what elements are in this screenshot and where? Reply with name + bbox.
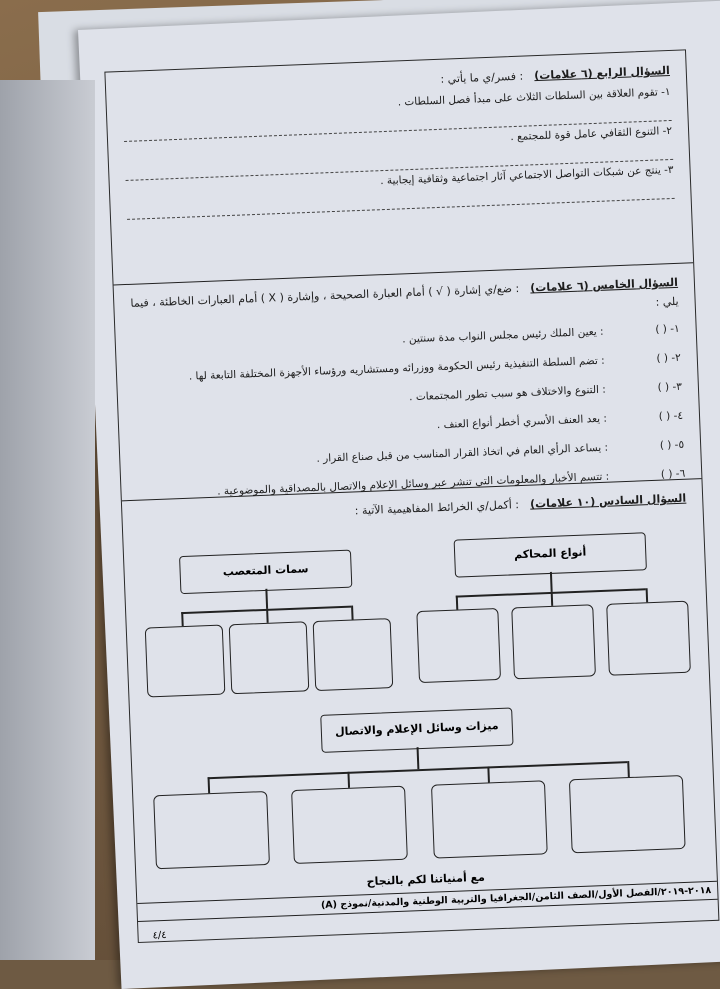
q5-instruction: : ضع/ي إشارة ( √ ) أمام العبارة الصحيحة ، وإشارة ( X ) أمام العبارات الخاطئة ، فيما يلي : bbox=[130, 281, 679, 310]
connector bbox=[551, 592, 553, 606]
tf-num: ٦- bbox=[675, 467, 686, 481]
exam-frame bbox=[104, 49, 719, 943]
closing-message: مع أمنياتنا لكم بالنجاح bbox=[366, 870, 486, 889]
page-footer: ٢٠١٨-٢٠١٩/الفصل الأول/الصف الثامن/الجغرافيا والتربية الوطنية والمدنية/نموذج (A) bbox=[137, 881, 717, 922]
q5-title: السؤال الخامس (٦ علامات) bbox=[529, 275, 679, 295]
connector bbox=[351, 606, 353, 620]
q4-item-2: ٢- التنوع الثقافي عامل قوة للمجتمع . bbox=[510, 124, 673, 144]
exam-sheet bbox=[96, 39, 720, 959]
tf-text: : يساعد الرأي العام في اتخاذ القرار المناسب من قبل صناع القرار . bbox=[316, 441, 609, 465]
connector bbox=[265, 589, 267, 609]
connector bbox=[550, 572, 552, 592]
connector bbox=[487, 766, 489, 782]
tf-paren: ( ) bbox=[657, 381, 670, 394]
tf-text: : يعين الملك رئيس مجلس النواب مدة سنتين . bbox=[402, 325, 604, 346]
tf-text: : تضم السلطة التنفيذية رئيس الحكومة ووزرائه ومستشاريه ورؤساء الأجهزة المختلفة التابعة لها . bbox=[188, 354, 605, 383]
connector bbox=[181, 612, 183, 626]
q4-item-3: ٣- ينتج عن شبكات التواصل الاجتماعي آثار اجتماعية وثقافية إيجابية . bbox=[380, 163, 674, 188]
tf-paren: ( ) bbox=[659, 439, 672, 452]
connector bbox=[646, 588, 648, 602]
tf-num: ٥- bbox=[674, 438, 685, 452]
connector bbox=[456, 596, 458, 610]
map2-blank-box[interactable] bbox=[313, 618, 394, 691]
question-4 bbox=[122, 59, 675, 220]
map2-blank-box[interactable] bbox=[145, 625, 226, 698]
map1-blank-box[interactable] bbox=[416, 608, 501, 683]
tf-paren: ( ) bbox=[658, 410, 671, 423]
map3-blank-box[interactable] bbox=[153, 791, 270, 869]
connector bbox=[208, 777, 210, 793]
tf-num: ١- bbox=[670, 322, 680, 336]
tf-num: ٣- bbox=[672, 380, 683, 394]
connector bbox=[266, 609, 268, 623]
tf-num: ٤- bbox=[673, 409, 684, 423]
q4-item-1: ١- تقوم العلاقة بين السلطات الثلاث على مبدأ فصل السلطات . bbox=[397, 85, 671, 109]
q4-instruction: : فسر/ي ما يأتي : bbox=[440, 69, 524, 86]
tf-text: : تتسم الأخبار والمعلومات التي تنشر عبر وسائل الإعلام والاتصال بالمصداقية والموضوعية . bbox=[217, 470, 610, 498]
connector bbox=[347, 772, 349, 788]
tf-text: : التنوع والاختلاف هو سبب تطور المجتمعات . bbox=[408, 383, 607, 404]
q6-title: السؤال السادس (١٠ علامات) bbox=[529, 491, 687, 511]
tf-paren: ( ) bbox=[656, 352, 669, 365]
map1-blank-box[interactable] bbox=[606, 601, 691, 676]
map3-blank-box[interactable] bbox=[431, 780, 548, 858]
map3-blank-box[interactable] bbox=[291, 786, 408, 864]
q6-instruction: : أكمل/ي الخرائط المفاهيمية الآتية : bbox=[354, 498, 520, 518]
map2-blank-box[interactable] bbox=[229, 621, 310, 694]
tf-text: : يعد العنف الأسري أخطر أنواع العنف . bbox=[436, 412, 608, 432]
left-page-edge bbox=[0, 80, 95, 960]
question-5 bbox=[130, 271, 686, 510]
tf-num: ٢- bbox=[671, 351, 682, 365]
page-number: ٤/٤ bbox=[152, 929, 167, 942]
q4-title: السؤال الرابع (٦ علامات) bbox=[534, 63, 670, 83]
map1-header: أنواع المحاكم bbox=[454, 532, 647, 577]
tf-paren: ( ) bbox=[655, 323, 668, 336]
connector bbox=[417, 747, 419, 769]
map3-header: ميزات وسائل الإعلام والاتصال bbox=[320, 708, 513, 753]
map3-blank-box[interactable] bbox=[569, 775, 686, 853]
connector bbox=[627, 761, 629, 777]
map1-blank-box[interactable] bbox=[511, 604, 596, 679]
tf-paren: ( ) bbox=[660, 468, 673, 481]
map2-header: سمات المتعصب bbox=[179, 550, 352, 595]
